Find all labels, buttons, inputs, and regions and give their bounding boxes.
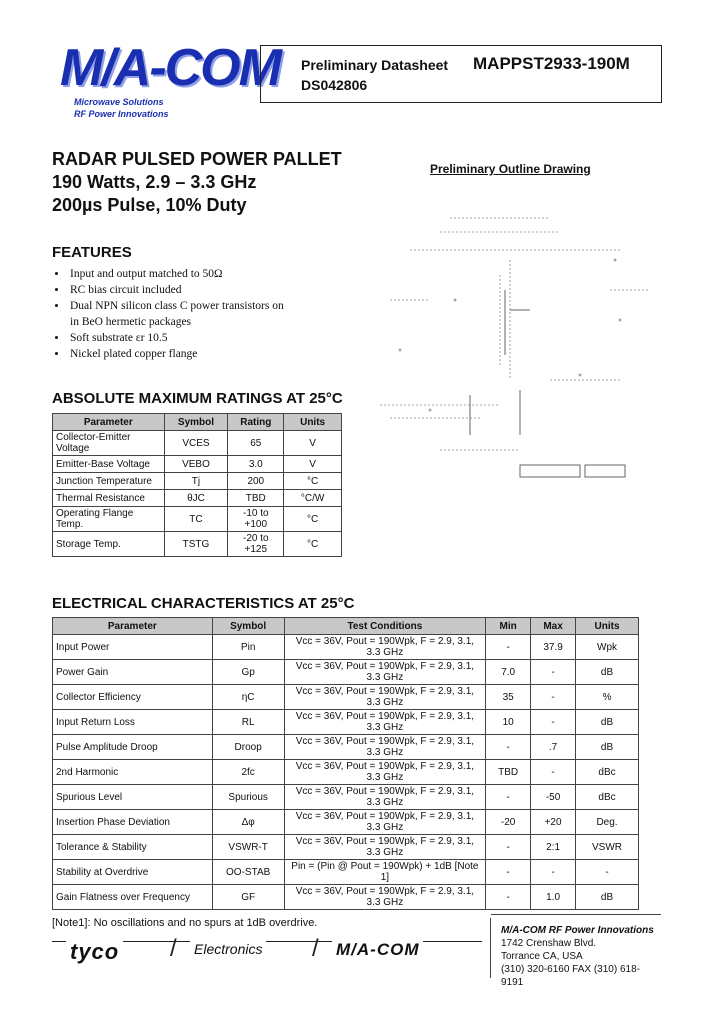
table-row (53, 635, 639, 660)
table-header-row (53, 618, 639, 635)
table-row (53, 685, 639, 710)
table-cell: - (531, 860, 576, 885)
features-list (52, 266, 292, 362)
table-cell: Gp (212, 660, 284, 685)
note-text: [Note1]: No oscillations and no spurs at 1dB overdrive. (52, 917, 318, 929)
tyco-brand: tyco (66, 939, 123, 965)
table-cell: Vcc = 36V, Pout = 190Wpk, F = 2.9, 3.1, 3.3 GHz (284, 660, 486, 685)
table-cell: Gain Flatness over Frequency (53, 885, 213, 910)
table-cell: Spurious (212, 785, 284, 810)
table-row (53, 810, 639, 835)
brand-separator: / (312, 935, 319, 962)
table-cell: VSWR (576, 835, 639, 860)
col-header: Symbol (164, 414, 228, 431)
product-title (52, 148, 342, 217)
col-header: Test Conditions (284, 618, 486, 635)
table-cell: 2nd Harmonic (53, 760, 213, 785)
elec-table (52, 617, 639, 910)
table-cell: - (486, 885, 531, 910)
table-cell: θJC (164, 490, 228, 507)
table-cell: 1.0 (531, 885, 576, 910)
address-block (490, 918, 661, 988)
table-row (53, 760, 639, 785)
col-header: Parameter (53, 618, 213, 635)
table-cell: - (486, 835, 531, 860)
elec-heading: ELECTRICAL CHARACTERISTICS AT 25°C (52, 595, 355, 612)
macom-brand: M/A-COM (332, 940, 423, 960)
table-cell: V (284, 456, 342, 473)
table-cell: -10 to +100 (228, 507, 284, 532)
col-header: Symbol (212, 618, 284, 635)
title-line-2: 190 Watts, 2.9 – 3.3 GHz (52, 172, 257, 192)
address-line: M/A-COM RF Power Innovations (501, 925, 654, 936)
table-cell: Junction Temperature (53, 473, 165, 490)
table-cell: Insertion Phase Deviation (53, 810, 213, 835)
table-row (53, 473, 342, 490)
table-cell: dBc (576, 760, 639, 785)
table-cell: +20 (531, 810, 576, 835)
table-cell: Vcc = 36V, Pout = 190Wpk, F = 2.9, 3.1, 3.3 GHz (284, 785, 486, 810)
table-cell: Power Gain (53, 660, 213, 685)
table-cell: Input Return Loss (53, 710, 213, 735)
address-line: (310) 320-6160 FAX (310) 618-9191 (501, 964, 640, 988)
features-heading: FEATURES (52, 244, 132, 261)
table-cell: 2:1 (531, 835, 576, 860)
table-cell: Tolerance & Stability (53, 835, 213, 860)
elec-section (52, 595, 639, 929)
table-row (53, 860, 639, 885)
table-cell: Pin (212, 635, 284, 660)
table-cell: VSWR-T (212, 835, 284, 860)
table-cell: Storage Temp. (53, 532, 165, 557)
address-line: 1742 Crenshaw Blvd. (501, 938, 597, 949)
table-cell: Vcc = 36V, Pout = 190Wpk, F = 2.9, 3.1, 3.3 GHz (284, 760, 486, 785)
table-cell: dB (576, 710, 639, 735)
feature-item: • Nickel plated copper flange (68, 346, 292, 362)
table-cell: Stability at Overdrive (53, 860, 213, 885)
table-row (53, 835, 639, 860)
features-section (52, 244, 292, 362)
table-cell: Operating Flange Temp. (53, 507, 165, 532)
table-cell: 7.0 (486, 660, 531, 685)
table-cell: 37.9 (531, 635, 576, 660)
table-cell: dB (576, 885, 639, 910)
table-cell: Vcc = 36V, Pout = 190Wpk, F = 2.9, 3.1, 3.3 GHz (284, 685, 486, 710)
table-cell: Δφ (212, 810, 284, 835)
table-cell: -20 to +125 (228, 532, 284, 557)
table-cell: % (576, 685, 639, 710)
table-cell: °C/W (284, 490, 342, 507)
logo-tagline-2: RF Power Innovations (74, 109, 169, 119)
table-cell: Droop (212, 735, 284, 760)
feature-item: • RC bias circuit included (68, 282, 292, 298)
logo-tagline-1: Microwave Solutions (74, 97, 164, 107)
feature-item: • Soft substrate εr 10.5 (68, 330, 292, 346)
drawing-title: Preliminary Outline Drawing (430, 162, 591, 176)
table-cell: GF (212, 885, 284, 910)
table-cell: - (486, 735, 531, 760)
doc-number: DS042806 (301, 77, 368, 93)
table-cell: VEBO (164, 456, 228, 473)
table-cell: Vcc = 36V, Pout = 190Wpk, F = 2.9, 3.1, 3.3 GHz (284, 635, 486, 660)
table-cell: Thermal Resistance (53, 490, 165, 507)
title-line-1: RADAR PULSED POWER PALLET (52, 149, 342, 169)
col-header: Max (531, 618, 576, 635)
table-row (53, 785, 639, 810)
part-number: MAPPST2933-190M (473, 54, 630, 73)
table-cell: Tj (164, 473, 228, 490)
table-cell: -50 (531, 785, 576, 810)
table-row (53, 490, 342, 507)
table-cell: 2fc (212, 760, 284, 785)
outline-drawing (370, 180, 660, 520)
table-cell: -20 (486, 810, 531, 835)
table-cell: Collector-Emitter Voltage (53, 431, 165, 456)
address-rule (491, 914, 661, 915)
table-row (53, 456, 342, 473)
table-row (53, 431, 342, 456)
company-logo (60, 39, 280, 120)
table-cell: Deg. (576, 810, 639, 835)
logo-wordmark: M/A-COM (60, 39, 280, 97)
table-row (53, 660, 639, 685)
table-cell: V (284, 431, 342, 456)
table-cell: Pulse Amplitude Droop (53, 735, 213, 760)
table-cell: Wpk (576, 635, 639, 660)
table-cell: Spurious Level (53, 785, 213, 810)
table-row (53, 507, 342, 532)
table-cell: dBc (576, 785, 639, 810)
table-cell: °C (284, 507, 342, 532)
table-cell: Pin = (Pin @ Pout = 190Wpk) + 1dB [Note 1] (284, 860, 486, 885)
footer-brand-bar (52, 935, 482, 965)
table-cell: Input Power (53, 635, 213, 660)
table-cell: Vcc = 36V, Pout = 190Wpk, F = 2.9, 3.1, 3.3 GHz (284, 710, 486, 735)
table-cell: OO-STAB (212, 860, 284, 885)
table-cell: Vcc = 36V, Pout = 190Wpk, F = 2.9, 3.1, 3.3 GHz (284, 735, 486, 760)
table-cell: - (531, 710, 576, 735)
header-box (260, 45, 662, 103)
table-cell: TBD (486, 760, 531, 785)
table-header-row (53, 414, 342, 431)
table-cell: .7 (531, 735, 576, 760)
table-cell: Vcc = 36V, Pout = 190Wpk, F = 2.9, 3.1, 3.3 GHz (284, 885, 486, 910)
table-cell: Collector Efficiency (53, 685, 213, 710)
table-cell: °C (284, 532, 342, 557)
table-cell: TC (164, 507, 228, 532)
abs-max-heading: ABSOLUTE MAXIMUM RATINGS AT 25°C (52, 390, 343, 407)
title-line-3: 200µs Pulse, 10% Duty (52, 195, 247, 215)
table-row (53, 735, 639, 760)
table-cell: 65 (228, 431, 284, 456)
abs-max-table (52, 413, 342, 557)
table-cell: TSTG (164, 532, 228, 557)
table-cell: VCES (164, 431, 228, 456)
table-cell: 10 (486, 710, 531, 735)
table-cell: - (486, 635, 531, 660)
feature-item: • Input and output matched to 50Ω (68, 266, 292, 282)
table-cell: - (531, 760, 576, 785)
table-row (53, 710, 639, 735)
electronics-brand: Electronics (190, 941, 266, 957)
table-cell: - (486, 785, 531, 810)
address-line: Torrance CA, USA (501, 951, 583, 962)
col-header: Parameter (53, 414, 165, 431)
table-cell: 200 (228, 473, 284, 490)
table-row (53, 885, 639, 910)
table-cell: TBD (228, 490, 284, 507)
table-cell: RL (212, 710, 284, 735)
table-cell: - (486, 860, 531, 885)
table-cell: 3.0 (228, 456, 284, 473)
table-cell: dB (576, 660, 639, 685)
col-header: Rating (228, 414, 284, 431)
doc-type: Preliminary Datasheet (301, 57, 449, 73)
table-cell: - (531, 685, 576, 710)
table-cell: - (576, 860, 639, 885)
brand-separator: / (170, 935, 177, 962)
col-header: Units (576, 618, 639, 635)
abs-max-section (52, 390, 343, 557)
table-cell: Vcc = 36V, Pout = 190Wpk, F = 2.9, 3.1, 3.3 GHz (284, 835, 486, 860)
table-cell: Vcc = 36V, Pout = 190Wpk, F = 2.9, 3.1, 3.3 GHz (284, 810, 486, 835)
table-cell: ηC (212, 685, 284, 710)
table-cell: °C (284, 473, 342, 490)
col-header: Units (284, 414, 342, 431)
col-header: Min (486, 618, 531, 635)
table-cell: 35 (486, 685, 531, 710)
table-row (53, 532, 342, 557)
feature-item: • Dual NPN silicon class C power transistors on in BeO hermetic packages (68, 298, 292, 330)
table-cell: Emitter-Base Voltage (53, 456, 165, 473)
table-cell: - (531, 660, 576, 685)
table-cell: dB (576, 735, 639, 760)
